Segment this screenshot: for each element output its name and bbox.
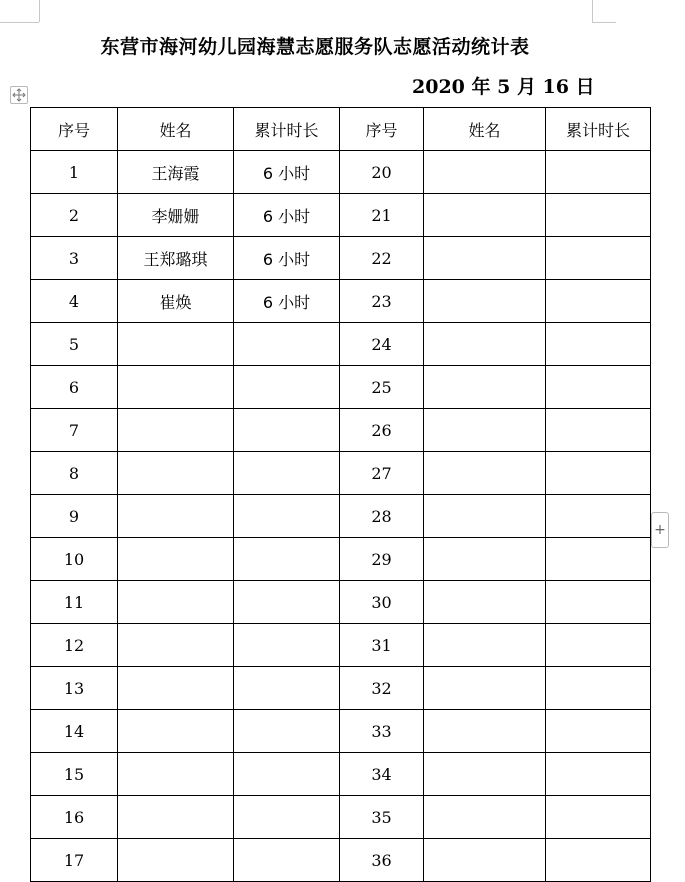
cell-hours-left[interactable]: 6 小时	[234, 280, 340, 323]
cell-no-left[interactable]: 5	[31, 323, 118, 366]
cell-hours-left[interactable]: 6 小时	[234, 194, 340, 237]
crop-mark-top-left-horizontal	[0, 22, 39, 23]
table-row	[31, 452, 651, 495]
cell-no-right[interactable]: 35	[340, 796, 424, 839]
cell-hours-right[interactable]	[546, 796, 651, 839]
cell-name-right[interactable]	[424, 237, 546, 280]
table-row	[31, 581, 651, 624]
cell-name-left[interactable]	[118, 366, 234, 409]
document-title: 东营市海河幼儿园海慧志愿服务队志愿活动统计表	[100, 36, 530, 58]
cell-hours-left[interactable]	[234, 366, 340, 409]
cell-name-left[interactable]: 王郑璐琪	[118, 237, 234, 280]
cell-hours-left[interactable]	[234, 710, 340, 753]
cell-no-left[interactable]: 4	[31, 280, 118, 323]
cell-no-right[interactable]: 32	[340, 667, 424, 710]
table-row	[31, 796, 651, 839]
table-row	[31, 409, 651, 452]
table-row	[31, 839, 651, 882]
cell-hours-left[interactable]	[234, 839, 340, 882]
cell-name-left[interactable]	[118, 409, 234, 452]
cell-hours-left[interactable]	[234, 796, 340, 839]
table-row	[31, 323, 651, 366]
cell-no-right[interactable]: 31	[340, 624, 424, 667]
table-row	[31, 194, 651, 237]
cell-name-right[interactable]	[424, 753, 546, 796]
cell-no-left[interactable]: 6	[31, 366, 118, 409]
header-no-right: 序号	[340, 108, 424, 151]
cell-name-left[interactable]	[118, 839, 234, 882]
cell-no-left[interactable]: 14	[31, 710, 118, 753]
table-row	[31, 366, 651, 409]
table-move-handle[interactable]	[10, 86, 28, 104]
cell-no-right[interactable]: 20	[340, 151, 424, 194]
cell-hours-right[interactable]	[546, 323, 651, 366]
cell-name-left[interactable]	[118, 581, 234, 624]
cell-hours-right[interactable]	[546, 237, 651, 280]
cell-name-left[interactable]: 李姗姗	[118, 194, 234, 237]
cell-hours-left[interactable]	[234, 581, 340, 624]
table-row	[31, 753, 651, 796]
cell-name-left[interactable]	[118, 538, 234, 581]
document-date: 2020 年 5 月 16 日	[412, 76, 595, 98]
table-row	[31, 710, 651, 753]
header-name-right: 姓名	[424, 108, 546, 151]
cell-hours-left[interactable]	[234, 753, 340, 796]
cell-hours-left[interactable]	[234, 452, 340, 495]
cell-hours-left[interactable]: 6 小时	[234, 151, 340, 194]
cell-name-right[interactable]	[424, 796, 546, 839]
cell-name-right[interactable]	[424, 495, 546, 538]
cell-hours-right[interactable]	[546, 710, 651, 753]
cell-hours-left[interactable]	[234, 667, 340, 710]
cell-no-right[interactable]: 34	[340, 753, 424, 796]
header-name-left: 姓名	[118, 108, 234, 151]
crop-mark-top-right-vertical	[592, 0, 593, 22]
cell-name-right[interactable]	[424, 581, 546, 624]
cell-no-left[interactable]: 1	[31, 151, 118, 194]
cell-name-left[interactable]	[118, 624, 234, 667]
cell-no-left[interactable]: 11	[31, 581, 118, 624]
cell-no-left[interactable]: 9	[31, 495, 118, 538]
cell-name-left[interactable]	[118, 667, 234, 710]
volunteer-stats-table	[30, 107, 651, 882]
cell-hours-right[interactable]	[546, 839, 651, 882]
cell-no-left[interactable]: 7	[31, 409, 118, 452]
cell-name-right[interactable]	[424, 452, 546, 495]
cell-hours-right[interactable]	[546, 667, 651, 710]
cell-no-left[interactable]: 12	[31, 624, 118, 667]
cell-name-left[interactable]	[118, 753, 234, 796]
cell-no-right[interactable]: 29	[340, 538, 424, 581]
plus-icon: +	[654, 522, 666, 538]
cell-no-left[interactable]: 17	[31, 839, 118, 882]
table-header-row	[31, 108, 651, 151]
cell-no-right[interactable]: 33	[340, 710, 424, 753]
cell-hours-left[interactable]	[234, 323, 340, 366]
cell-no-right[interactable]: 27	[340, 452, 424, 495]
cell-no-left[interactable]: 2	[31, 194, 118, 237]
table-row	[31, 538, 651, 581]
cell-no-right[interactable]: 23	[340, 280, 424, 323]
cell-hours-left[interactable]	[234, 624, 340, 667]
header-no-left: 序号	[31, 108, 118, 151]
cell-no-right[interactable]: 21	[340, 194, 424, 237]
cell-name-right[interactable]	[424, 280, 546, 323]
cell-name-right[interactable]	[424, 323, 546, 366]
cell-hours-right[interactable]	[546, 280, 651, 323]
cell-no-right[interactable]: 26	[340, 409, 424, 452]
cell-no-right[interactable]: 36	[340, 839, 424, 882]
cell-name-right[interactable]	[424, 710, 546, 753]
cell-no-right[interactable]: 25	[340, 366, 424, 409]
header-hours-left: 累计时长	[234, 108, 340, 151]
cell-hours-right[interactable]	[546, 538, 651, 581]
table-row	[31, 624, 651, 667]
table-row	[31, 495, 651, 538]
cell-hours-right[interactable]	[546, 624, 651, 667]
cell-no-right[interactable]: 24	[340, 323, 424, 366]
cell-hours-right[interactable]	[546, 366, 651, 409]
cell-hours-right[interactable]	[546, 452, 651, 495]
table-add-column-handle[interactable]	[651, 512, 669, 548]
cell-no-right[interactable]: 28	[340, 495, 424, 538]
cell-name-left[interactable]	[118, 323, 234, 366]
cell-hours-left[interactable]	[234, 495, 340, 538]
cell-name-left[interactable]	[118, 710, 234, 753]
cell-hours-right[interactable]	[546, 581, 651, 624]
cell-no-left[interactable]: 15	[31, 753, 118, 796]
cell-name-right[interactable]	[424, 366, 546, 409]
cell-hours-right[interactable]	[546, 194, 651, 237]
cell-no-right[interactable]: 30	[340, 581, 424, 624]
cell-name-right[interactable]	[424, 538, 546, 581]
cell-hours-right[interactable]	[546, 753, 651, 796]
table-row	[31, 667, 651, 710]
cell-hours-right[interactable]	[546, 495, 651, 538]
table-row	[31, 280, 651, 323]
cell-no-left[interactable]: 8	[31, 452, 118, 495]
cell-hours-left[interactable]: 6 小时	[234, 237, 340, 280]
cell-name-left[interactable]	[118, 495, 234, 538]
cell-no-left[interactable]: 16	[31, 796, 118, 839]
cell-hours-left[interactable]	[234, 538, 340, 581]
cell-no-right[interactable]: 22	[340, 237, 424, 280]
move-arrows-icon	[12, 88, 26, 102]
cell-no-left[interactable]: 3	[31, 237, 118, 280]
header-hours-right: 累计时长	[546, 108, 651, 151]
cell-hours-right[interactable]	[546, 409, 651, 452]
cell-name-left[interactable]: 崔焕	[118, 280, 234, 323]
crop-mark-top-left-vertical	[39, 0, 40, 22]
cell-name-right[interactable]	[424, 667, 546, 710]
cell-name-right[interactable]	[424, 194, 546, 237]
cell-name-right[interactable]	[424, 839, 546, 882]
cell-name-left[interactable]	[118, 452, 234, 495]
cell-name-right[interactable]	[424, 409, 546, 452]
cell-name-left[interactable]	[118, 796, 234, 839]
cell-hours-left[interactable]	[234, 409, 340, 452]
table-row	[31, 151, 651, 194]
cell-no-left[interactable]: 10	[31, 538, 118, 581]
table-row	[31, 237, 651, 280]
cell-hours-right[interactable]	[546, 151, 651, 194]
cell-name-right[interactable]	[424, 151, 546, 194]
cell-name-right[interactable]	[424, 624, 546, 667]
cell-name-left[interactable]: 王海霞	[118, 151, 234, 194]
cell-no-left[interactable]: 13	[31, 667, 118, 710]
crop-mark-top-right-horizontal	[592, 22, 616, 23]
